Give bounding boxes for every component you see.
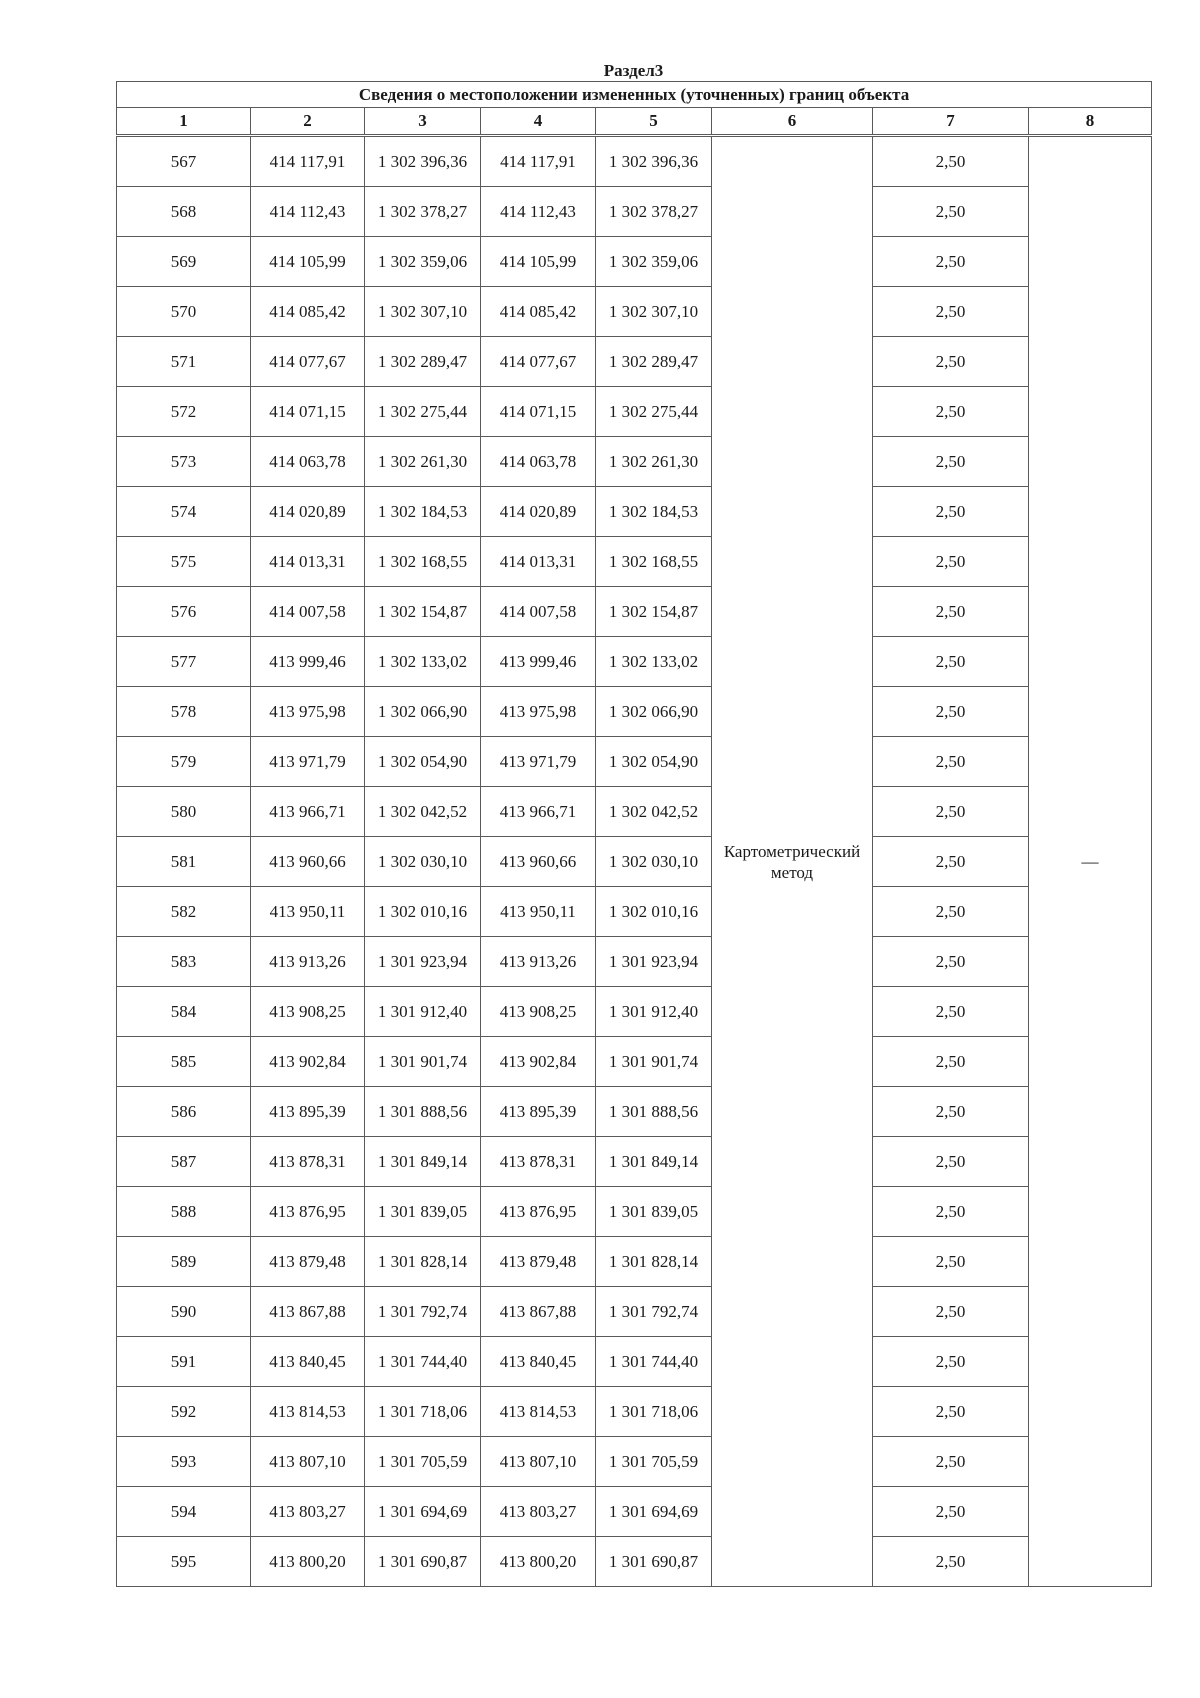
table-cell: 1 302 275,44 xyxy=(365,387,481,437)
table-cell: 570 xyxy=(117,287,251,337)
column-number: 8 xyxy=(1029,108,1152,136)
table-cell: 580 xyxy=(117,787,251,837)
table-cell: 414 063,78 xyxy=(251,437,365,487)
table-cell: 1 302 042,52 xyxy=(596,787,712,837)
table-cell: 413 895,39 xyxy=(251,1087,365,1137)
table-cell: 1 301 912,40 xyxy=(365,987,481,1037)
table-row xyxy=(117,1537,1152,1587)
accuracy-cell: 2,50 xyxy=(873,787,1029,837)
table-row xyxy=(117,1487,1152,1537)
table-cell: 413 913,26 xyxy=(481,937,596,987)
table-cell: 1 301 828,14 xyxy=(365,1237,481,1287)
table-cell: 413 960,66 xyxy=(481,837,596,887)
table-cell: 414 112,43 xyxy=(481,187,596,237)
table-cell: 593 xyxy=(117,1437,251,1487)
table-cell: 586 xyxy=(117,1087,251,1137)
table-cell: 413 971,79 xyxy=(251,737,365,787)
accuracy-cell: 2,50 xyxy=(873,1437,1029,1487)
table-cell: 1 301 690,87 xyxy=(596,1537,712,1587)
accuracy-cell: 2,50 xyxy=(873,887,1029,937)
table-cell: 567 xyxy=(117,136,251,187)
accuracy-cell: 2,50 xyxy=(873,437,1029,487)
table-cell: 413 878,31 xyxy=(251,1137,365,1187)
table-cell: 1 302 054,90 xyxy=(365,737,481,787)
table-cell: 1 302 042,52 xyxy=(365,787,481,837)
table-row xyxy=(117,187,1152,237)
table-row xyxy=(117,1037,1152,1087)
accuracy-cell: 2,50 xyxy=(873,1237,1029,1287)
table-cell: 582 xyxy=(117,887,251,937)
column-number-row xyxy=(117,108,1152,136)
table-row xyxy=(117,1237,1152,1287)
table-row xyxy=(117,287,1152,337)
table-cell: 413 814,53 xyxy=(251,1387,365,1437)
table-cell: 413 966,71 xyxy=(481,787,596,837)
table-cell: 413 913,26 xyxy=(251,937,365,987)
accuracy-cell: 2,50 xyxy=(873,337,1029,387)
table-cell: 588 xyxy=(117,1187,251,1237)
table-cell: 413 971,79 xyxy=(481,737,596,787)
table-cell: 1 302 307,10 xyxy=(365,287,481,337)
table-cell: 413 999,46 xyxy=(481,637,596,687)
column-number: 5 xyxy=(596,108,712,136)
table-cell: 1 301 839,05 xyxy=(596,1187,712,1237)
column-number: 2 xyxy=(251,108,365,136)
accuracy-cell: 2,50 xyxy=(873,537,1029,587)
table-row xyxy=(117,487,1152,537)
boundary-coordinates-table xyxy=(116,81,1152,1587)
table-cell: 1 302 396,36 xyxy=(365,136,481,187)
table-cell: 581 xyxy=(117,837,251,887)
table-cell: 1 301 888,56 xyxy=(365,1087,481,1137)
table-cell: 414 013,31 xyxy=(481,537,596,587)
table-cell: 594 xyxy=(117,1487,251,1537)
accuracy-cell: 2,50 xyxy=(873,1037,1029,1087)
accuracy-cell: 2,50 xyxy=(873,1187,1029,1237)
table-cell: 1 301 718,06 xyxy=(596,1387,712,1437)
table-row xyxy=(117,537,1152,587)
accuracy-cell: 2,50 xyxy=(873,837,1029,887)
accuracy-cell: 2,50 xyxy=(873,1537,1029,1587)
table-cell: 413 876,95 xyxy=(251,1187,365,1237)
table-cell: 413 902,84 xyxy=(481,1037,596,1087)
table-cell: 413 800,20 xyxy=(481,1537,596,1587)
table-cell: 1 302 010,16 xyxy=(596,887,712,937)
accuracy-cell: 2,50 xyxy=(873,487,1029,537)
table-cell: 1 301 849,14 xyxy=(596,1137,712,1187)
table-row xyxy=(117,937,1152,987)
table-row xyxy=(117,1337,1152,1387)
table-cell: 1 302 133,02 xyxy=(596,637,712,687)
table-cell: 1 301 744,40 xyxy=(596,1337,712,1387)
table-cell: 583 xyxy=(117,937,251,987)
table-cell: 413 807,10 xyxy=(481,1437,596,1487)
table-cell: 1 301 888,56 xyxy=(596,1087,712,1137)
table-cell: 413 840,45 xyxy=(481,1337,596,1387)
table-body xyxy=(117,136,1152,1587)
table-cell: 1 302 289,47 xyxy=(365,337,481,387)
accuracy-cell: 2,50 xyxy=(873,737,1029,787)
table-row xyxy=(117,337,1152,387)
table-cell: 414 007,58 xyxy=(481,587,596,637)
table-caption-row xyxy=(117,82,1152,108)
table-row xyxy=(117,136,1152,187)
table-cell: 414 071,15 xyxy=(481,387,596,437)
table-row xyxy=(117,1137,1152,1187)
accuracy-cell: 2,50 xyxy=(873,1387,1029,1437)
table-cell: 574 xyxy=(117,487,251,537)
table-cell: 1 302 307,10 xyxy=(596,287,712,337)
table-cell: 413 876,95 xyxy=(481,1187,596,1237)
table-cell: 1 302 378,27 xyxy=(596,187,712,237)
table-row xyxy=(117,787,1152,837)
accuracy-cell: 2,50 xyxy=(873,1287,1029,1337)
table-cell: 413 908,25 xyxy=(481,987,596,1037)
table-row xyxy=(117,837,1152,887)
table-cell: 414 077,67 xyxy=(251,337,365,387)
table-cell: 414 013,31 xyxy=(251,537,365,587)
table-cell: 1 302 154,87 xyxy=(596,587,712,637)
column-number: 4 xyxy=(481,108,596,136)
table-cell: 1 301 901,74 xyxy=(596,1037,712,1087)
table-cell: 413 867,88 xyxy=(481,1287,596,1337)
table-cell: 413 999,46 xyxy=(251,637,365,687)
table-cell: 1 302 359,06 xyxy=(365,237,481,287)
column-number: 7 xyxy=(873,108,1029,136)
table-row xyxy=(117,587,1152,637)
table-cell: 1 302 378,27 xyxy=(365,187,481,237)
table-cell: 413 879,48 xyxy=(481,1237,596,1287)
table-cell: 413 807,10 xyxy=(251,1437,365,1487)
column-number: 3 xyxy=(365,108,481,136)
table-cell: 1 302 289,47 xyxy=(596,337,712,387)
column8-dash-cell: — xyxy=(1029,136,1152,1587)
table-cell: 568 xyxy=(117,187,251,237)
table-cell: 1 302 066,90 xyxy=(596,687,712,737)
accuracy-cell: 2,50 xyxy=(873,1087,1029,1137)
table-row xyxy=(117,1187,1152,1237)
table-cell: 414 071,15 xyxy=(251,387,365,437)
accuracy-cell: 2,50 xyxy=(873,136,1029,187)
table-cell: 590 xyxy=(117,1287,251,1337)
table-cell: 1 302 054,90 xyxy=(596,737,712,787)
table-cell: 414 105,99 xyxy=(251,237,365,287)
accuracy-cell: 2,50 xyxy=(873,387,1029,437)
table-row xyxy=(117,1087,1152,1137)
table-cell: 1 302 261,30 xyxy=(596,437,712,487)
accuracy-cell: 2,50 xyxy=(873,587,1029,637)
table-cell: 1 301 705,59 xyxy=(365,1437,481,1487)
table-row xyxy=(117,887,1152,937)
table-cell: 413 950,11 xyxy=(251,887,365,937)
table-cell: 584 xyxy=(117,987,251,1037)
table-cell: 595 xyxy=(117,1537,251,1587)
table-cell: 1 301 792,74 xyxy=(596,1287,712,1337)
table-cell: 413 800,20 xyxy=(251,1537,365,1587)
table-cell: 414 085,42 xyxy=(251,287,365,337)
table-cell: 1 302 184,53 xyxy=(596,487,712,537)
table-cell: 413 975,98 xyxy=(481,687,596,737)
table-cell: 575 xyxy=(117,537,251,587)
table-cell: 1 302 168,55 xyxy=(365,537,481,587)
table-cell: 569 xyxy=(117,237,251,287)
table-cell: 1 301 694,69 xyxy=(365,1487,481,1537)
section-title: Раздел3 xyxy=(603,61,664,80)
table-cell: 414 085,42 xyxy=(481,287,596,337)
table-cell: 413 814,53 xyxy=(481,1387,596,1437)
table-cell: 585 xyxy=(117,1037,251,1087)
table-cell: 1 301 792,74 xyxy=(365,1287,481,1337)
accuracy-cell: 2,50 xyxy=(873,687,1029,737)
table-cell: 1 301 690,87 xyxy=(365,1537,481,1587)
table-row xyxy=(117,1287,1152,1337)
table-cell: 413 902,84 xyxy=(251,1037,365,1087)
table-cell: 1 302 275,44 xyxy=(596,387,712,437)
accuracy-cell: 2,50 xyxy=(873,237,1029,287)
table-cell: 1 302 168,55 xyxy=(596,537,712,587)
table-cell: 413 879,48 xyxy=(251,1237,365,1287)
table-cell: 1 302 066,90 xyxy=(365,687,481,737)
accuracy-cell: 2,50 xyxy=(873,287,1029,337)
table-cell: 1 301 694,69 xyxy=(596,1487,712,1537)
table-row xyxy=(117,237,1152,287)
table-cell: 413 803,27 xyxy=(251,1487,365,1537)
table-cell: 1 301 923,94 xyxy=(596,937,712,987)
table-cell: 576 xyxy=(117,587,251,637)
table-cell: 1 302 396,36 xyxy=(596,136,712,187)
table-cell: 587 xyxy=(117,1137,251,1187)
table-cell: 413 975,98 xyxy=(251,687,365,737)
table-cell: 1 301 828,14 xyxy=(596,1237,712,1287)
table-cell: 413 895,39 xyxy=(481,1087,596,1137)
table-row xyxy=(117,987,1152,1037)
method-cell: Картометрический метод xyxy=(712,136,873,1587)
table-cell: 414 020,89 xyxy=(251,487,365,537)
table-cell: 573 xyxy=(117,437,251,487)
table-row xyxy=(117,387,1152,437)
table-cell: 1 302 030,10 xyxy=(596,837,712,887)
table-cell: 592 xyxy=(117,1387,251,1437)
table-cell: 413 950,11 xyxy=(481,887,596,937)
table-cell: 1 301 923,94 xyxy=(365,937,481,987)
table-row xyxy=(117,637,1152,687)
table-cell: 414 117,91 xyxy=(481,136,596,187)
table-cell: 579 xyxy=(117,737,251,787)
accuracy-cell: 2,50 xyxy=(873,637,1029,687)
table-row xyxy=(117,437,1152,487)
table-cell: 413 803,27 xyxy=(481,1487,596,1537)
table-cell: 1 302 261,30 xyxy=(365,437,481,487)
table-cell: 589 xyxy=(117,1237,251,1287)
table-cell: 1 302 010,16 xyxy=(365,887,481,937)
column-number: 1 xyxy=(117,108,251,136)
table-cell: 1 301 705,59 xyxy=(596,1437,712,1487)
table-cell: 414 020,89 xyxy=(481,487,596,537)
table-row xyxy=(117,1437,1152,1487)
table-cell: 1 302 154,87 xyxy=(365,587,481,637)
accuracy-cell: 2,50 xyxy=(873,937,1029,987)
accuracy-cell: 2,50 xyxy=(873,187,1029,237)
accuracy-cell: 2,50 xyxy=(873,1137,1029,1187)
accuracy-cell: 2,50 xyxy=(873,1337,1029,1387)
table-cell: 414 077,67 xyxy=(481,337,596,387)
table-cell: 1 302 184,53 xyxy=(365,487,481,537)
table-cell: 1 301 744,40 xyxy=(365,1337,481,1387)
table-cell: 1 302 359,06 xyxy=(596,237,712,287)
table-caption: Сведения о местоположении измененных (уточненных) границ объекта xyxy=(117,82,1152,108)
table-cell: 413 867,88 xyxy=(251,1287,365,1337)
table-cell: 414 117,91 xyxy=(251,136,365,187)
table-cell: 413 908,25 xyxy=(251,987,365,1037)
table-cell: 413 960,66 xyxy=(251,837,365,887)
accuracy-cell: 2,50 xyxy=(873,987,1029,1037)
table-cell: 578 xyxy=(117,687,251,737)
table-cell: 414 105,99 xyxy=(481,237,596,287)
table-cell: 1 301 912,40 xyxy=(596,987,712,1037)
table-cell: 414 112,43 xyxy=(251,187,365,237)
accuracy-cell: 2,50 xyxy=(873,1487,1029,1537)
table-cell: 1 301 839,05 xyxy=(365,1187,481,1237)
table-cell: 1 301 718,06 xyxy=(365,1387,481,1437)
table-cell: 414 063,78 xyxy=(481,437,596,487)
table-cell: 571 xyxy=(117,337,251,387)
column-number: 6 xyxy=(712,108,873,136)
table-row xyxy=(117,737,1152,787)
table-row xyxy=(117,687,1152,737)
table-cell: 1 302 030,10 xyxy=(365,837,481,887)
table-cell: 413 840,45 xyxy=(251,1337,365,1387)
table-cell: 577 xyxy=(117,637,251,687)
table-cell: 1 301 849,14 xyxy=(365,1137,481,1187)
table-cell: 1 302 133,02 xyxy=(365,637,481,687)
table-cell: 591 xyxy=(117,1337,251,1387)
table-cell: 414 007,58 xyxy=(251,587,365,637)
table-cell: 572 xyxy=(117,387,251,437)
table-row xyxy=(117,1387,1152,1437)
table-cell: 413 878,31 xyxy=(481,1137,596,1187)
table-cell: 1 301 901,74 xyxy=(365,1037,481,1087)
table-cell: 413 966,71 xyxy=(251,787,365,837)
